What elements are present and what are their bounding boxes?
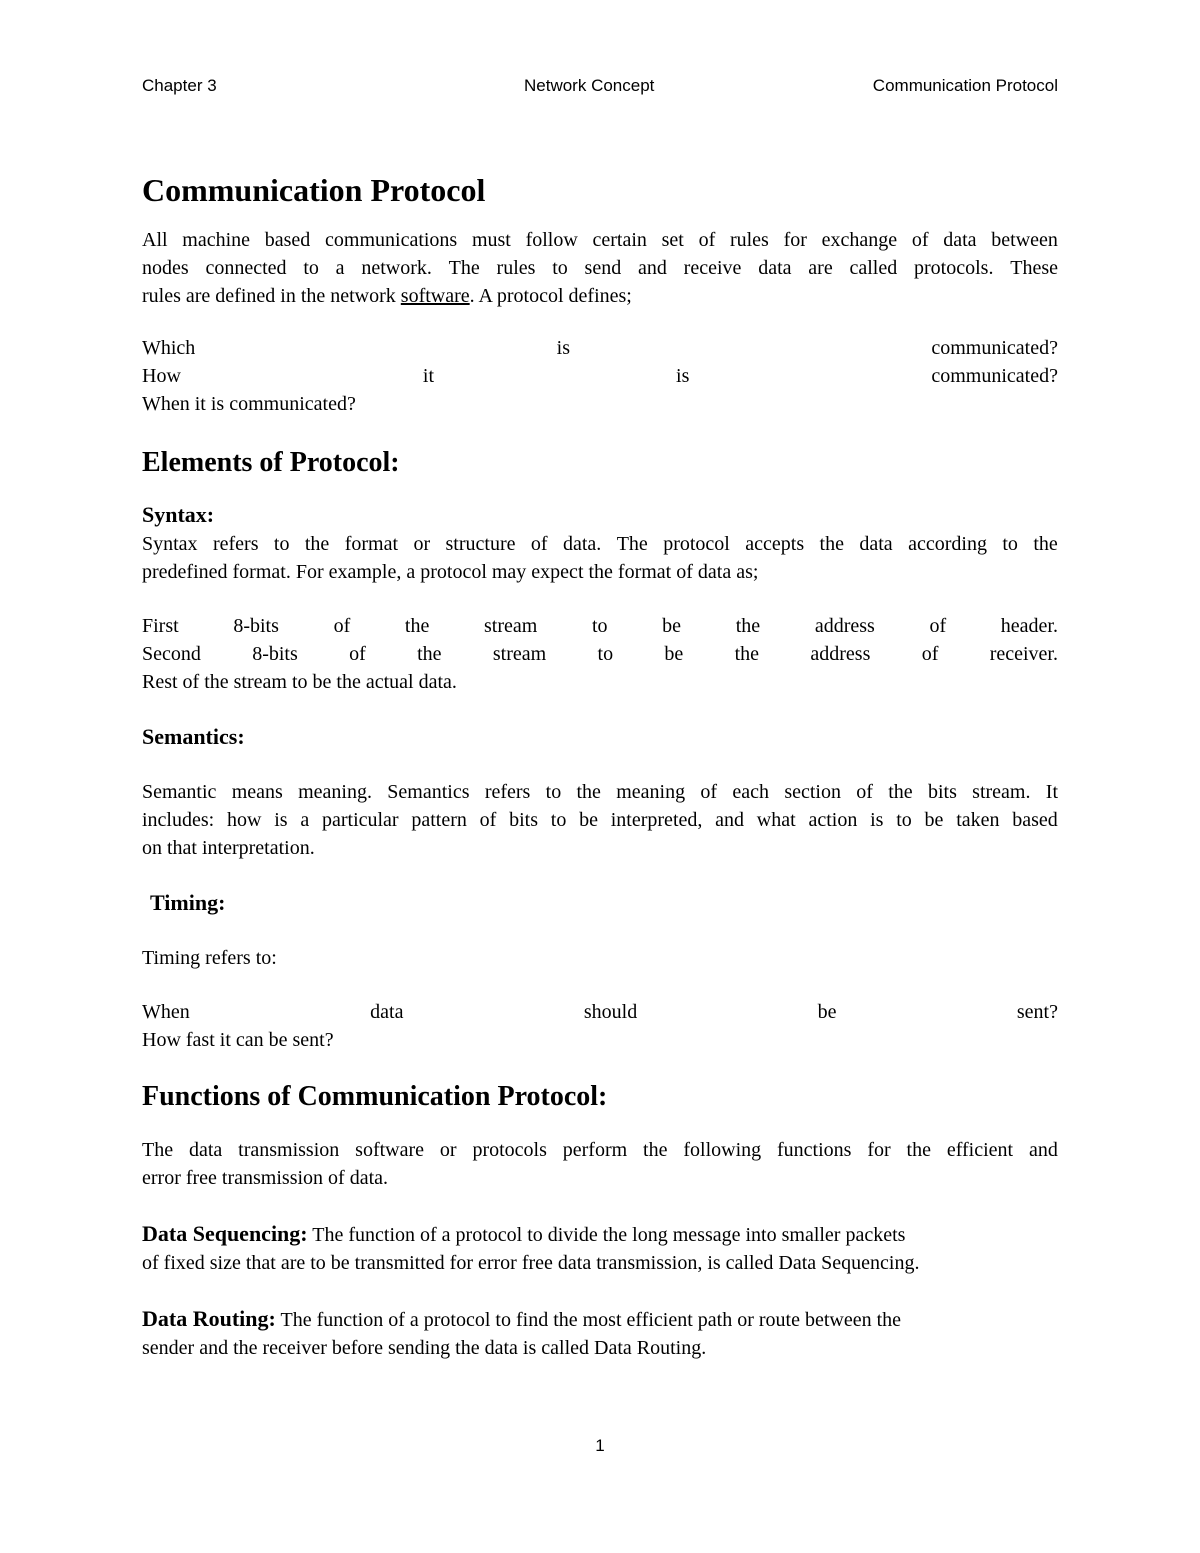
syntax-example-line-2 — [142, 640, 1058, 668]
word: address — [810, 643, 871, 665]
word: The — [142, 1139, 174, 1161]
word: to — [303, 257, 319, 279]
word: header. — [1000, 615, 1058, 637]
intro-paragraph — [142, 226, 1058, 310]
word: to — [552, 257, 568, 279]
word: be — [817, 1001, 837, 1023]
document-body — [142, 168, 1058, 1362]
word: is — [274, 809, 288, 831]
functions-heading: Functions of Communication Protocol: — [142, 1081, 608, 1112]
data-sequencing-paragraph — [142, 1220, 1058, 1277]
header-chapter: Chapter 3 — [142, 76, 217, 95]
word: is — [556, 337, 571, 359]
timing-line-1 — [142, 998, 1058, 1026]
word: data — [758, 257, 792, 279]
word: meaning. — [298, 781, 372, 803]
word: the — [417, 643, 442, 665]
header-topic: Communication Protocol — [872, 76, 1058, 95]
semantics-line-3: on that interpretation. — [142, 837, 315, 859]
word: data — [943, 229, 977, 251]
word: section — [784, 781, 841, 803]
word: and — [1028, 1139, 1058, 1161]
word: meaning — [616, 781, 686, 803]
word: network. — [361, 257, 432, 279]
word: bits — [509, 809, 538, 831]
word: includes: — [142, 809, 215, 831]
word: for — [783, 229, 807, 251]
word: particular — [321, 809, 399, 831]
word: receiver. — [989, 643, 1058, 665]
word: Second — [142, 643, 201, 665]
word: what — [756, 809, 796, 831]
word: rules — [729, 229, 769, 251]
timing-line-2: How fast it can be sent? — [142, 1029, 334, 1051]
word: protocols — [472, 1139, 547, 1161]
word: to — [550, 809, 567, 831]
word: The — [448, 257, 480, 279]
word: of — [700, 781, 718, 803]
word: between — [991, 229, 1058, 251]
word: nodes — [142, 257, 189, 279]
word: to — [597, 643, 614, 665]
defines-line-3: When it is communicated? — [142, 393, 356, 415]
word: to — [1002, 533, 1018, 555]
word: to — [896, 809, 912, 831]
word: the — [304, 533, 330, 555]
word: certain — [592, 229, 647, 251]
word: structure — [445, 533, 516, 555]
semantics-paragraph — [142, 778, 1058, 862]
word: the — [576, 781, 601, 803]
word: be — [664, 643, 684, 665]
page-header — [142, 74, 1058, 98]
word: exchange — [821, 229, 898, 251]
data-routing-paragraph — [142, 1305, 1058, 1362]
word: of — [911, 229, 929, 251]
data-routing-line-1 — [142, 1305, 1058, 1334]
data-routing-label: Data Routing: — [142, 1306, 276, 1331]
word: following — [683, 1139, 762, 1161]
word: Which — [142, 337, 196, 359]
word: or — [439, 1139, 457, 1161]
word: is — [676, 365, 690, 387]
word: protocol — [663, 533, 730, 555]
word: stream — [483, 615, 538, 637]
word: is — [870, 809, 884, 831]
word: software — [355, 1139, 425, 1161]
word: All — [142, 229, 168, 251]
word: stream. — [972, 781, 1031, 803]
word: refers — [212, 533, 259, 555]
word: Syntax — [142, 533, 198, 555]
word: based — [1012, 809, 1058, 831]
word: according — [908, 533, 987, 555]
elements-heading: Elements of Protocol: — [142, 447, 400, 478]
page-number: 1 — [595, 1436, 605, 1455]
word: the — [734, 643, 760, 665]
word: stream — [492, 643, 547, 665]
intro-line-2 — [142, 254, 1058, 282]
word: send — [584, 257, 622, 279]
word: Semantic — [142, 781, 217, 803]
word: communicated? — [931, 337, 1058, 359]
data-sequencing-label: Data Sequencing: — [142, 1221, 308, 1246]
intro-line-1 — [142, 226, 1058, 254]
word: called — [849, 257, 898, 279]
defines-line-1 — [142, 334, 1058, 362]
document-title: Communication Protocol — [142, 172, 486, 208]
word: functions — [777, 1139, 852, 1161]
word: perform — [562, 1139, 628, 1161]
word: set — [661, 229, 684, 251]
word: should — [583, 1001, 638, 1023]
word: It — [1045, 781, 1058, 803]
word: taken — [956, 809, 1000, 831]
word: it — [422, 365, 435, 387]
word: pattern — [411, 809, 467, 831]
word: communications — [325, 229, 458, 251]
word: efficient — [946, 1139, 1014, 1161]
word: Semantics — [387, 781, 470, 803]
word: machine — [182, 229, 251, 251]
word: means — [231, 781, 283, 803]
word: refers — [484, 781, 531, 803]
word: be — [579, 809, 598, 831]
word: rules — [496, 257, 536, 279]
word: accepts — [745, 533, 805, 555]
word: 8-bits — [252, 643, 298, 665]
word: data — [188, 1139, 223, 1161]
intro-line-3 — [142, 282, 1058, 310]
timing-intro: Timing refers to: — [142, 947, 277, 969]
data-routing-line-1-text: The function of a protocol to find the most efficient path or route between the — [275, 1309, 902, 1331]
word: 8-bits — [233, 615, 279, 637]
intro-line-3-start: rules are defined in the network — [142, 285, 401, 307]
word: and — [715, 809, 745, 831]
word: the — [1033, 533, 1058, 555]
word: be — [924, 809, 944, 831]
word: action — [808, 809, 858, 831]
syntax-example-line-3: Rest of the stream to be the actual data. — [142, 671, 457, 693]
word: protocols. — [914, 257, 994, 279]
word: connected — [205, 257, 287, 279]
word: the — [819, 533, 844, 555]
word: of — [479, 809, 497, 831]
defines-line-2 — [142, 362, 1058, 390]
word: The — [616, 533, 648, 555]
word: based — [264, 229, 311, 251]
word: to — [273, 533, 290, 555]
data-sequencing-line-1 — [142, 1220, 1058, 1249]
word: and — [638, 257, 667, 279]
word: When — [142, 1001, 190, 1023]
word: the — [888, 781, 913, 803]
word: of — [333, 615, 351, 637]
data-routing-line-2: sender and the receiver before sending the data is called Data Routing. — [142, 1337, 707, 1359]
word: of — [698, 229, 716, 251]
word: the — [735, 615, 761, 637]
timing-heading: Timing: — [150, 890, 226, 915]
semantics-heading: Semantics: — [142, 724, 245, 749]
word: These — [1010, 257, 1058, 279]
word: a — [335, 257, 345, 279]
semantics-line-2 — [142, 806, 1058, 834]
word: sent? — [1016, 1001, 1058, 1023]
word: How — [142, 365, 181, 387]
functions-intro-line-1 — [142, 1136, 1058, 1164]
semantics-line-1 — [142, 778, 1058, 806]
software-link[interactable]: software — [400, 285, 470, 307]
word: to — [545, 781, 562, 803]
word: of — [921, 643, 939, 665]
intro-line-3-end: . A protocol defines; — [469, 285, 632, 307]
word: the — [643, 1139, 668, 1161]
word: of — [929, 615, 947, 637]
word: a — [300, 809, 310, 831]
word: data — [859, 533, 893, 555]
timing-list — [142, 998, 1058, 1054]
word: each — [732, 781, 770, 803]
syntax-example-line-1 — [142, 612, 1058, 640]
word: the — [404, 615, 430, 637]
syntax-line-2: predefined format. For example, a protocol may expect the format of data as; — [142, 561, 759, 583]
word: First — [142, 615, 179, 637]
word: for — [867, 1139, 891, 1161]
word: of — [530, 533, 548, 555]
word: address — [814, 615, 875, 637]
word: or — [413, 533, 431, 555]
word: data. — [562, 533, 602, 555]
syntax-heading: Syntax: — [142, 502, 215, 527]
syntax-line-1 — [142, 530, 1058, 558]
word: the — [906, 1139, 931, 1161]
functions-intro-line-2: error free transmission of data. — [142, 1167, 389, 1189]
word: format — [344, 533, 399, 555]
word: how — [226, 809, 262, 831]
functions-intro — [142, 1136, 1058, 1192]
word: to — [591, 615, 608, 637]
word: are — [808, 257, 833, 279]
header-subject: Network Concept — [524, 76, 655, 95]
word: be — [662, 615, 682, 637]
word: bits — [927, 781, 957, 803]
word: of — [856, 781, 873, 803]
word: follow — [525, 229, 578, 251]
word: of — [349, 643, 366, 665]
word: data — [370, 1001, 404, 1023]
data-sequencing-line-1-text: The function of a protocol to divide the long message into smaller packets — [307, 1224, 906, 1246]
data-sequencing-line-2: of fixed size that are to be transmitted for error free data transmission, is called Data Sequencing. — [142, 1252, 920, 1274]
word: must — [471, 229, 511, 251]
word: interpreted, — [610, 809, 703, 831]
word: communicated? — [931, 365, 1058, 387]
defines-list — [142, 334, 1058, 418]
syntax-example — [142, 612, 1058, 696]
word: receive — [683, 257, 742, 279]
word: transmission — [238, 1139, 340, 1161]
